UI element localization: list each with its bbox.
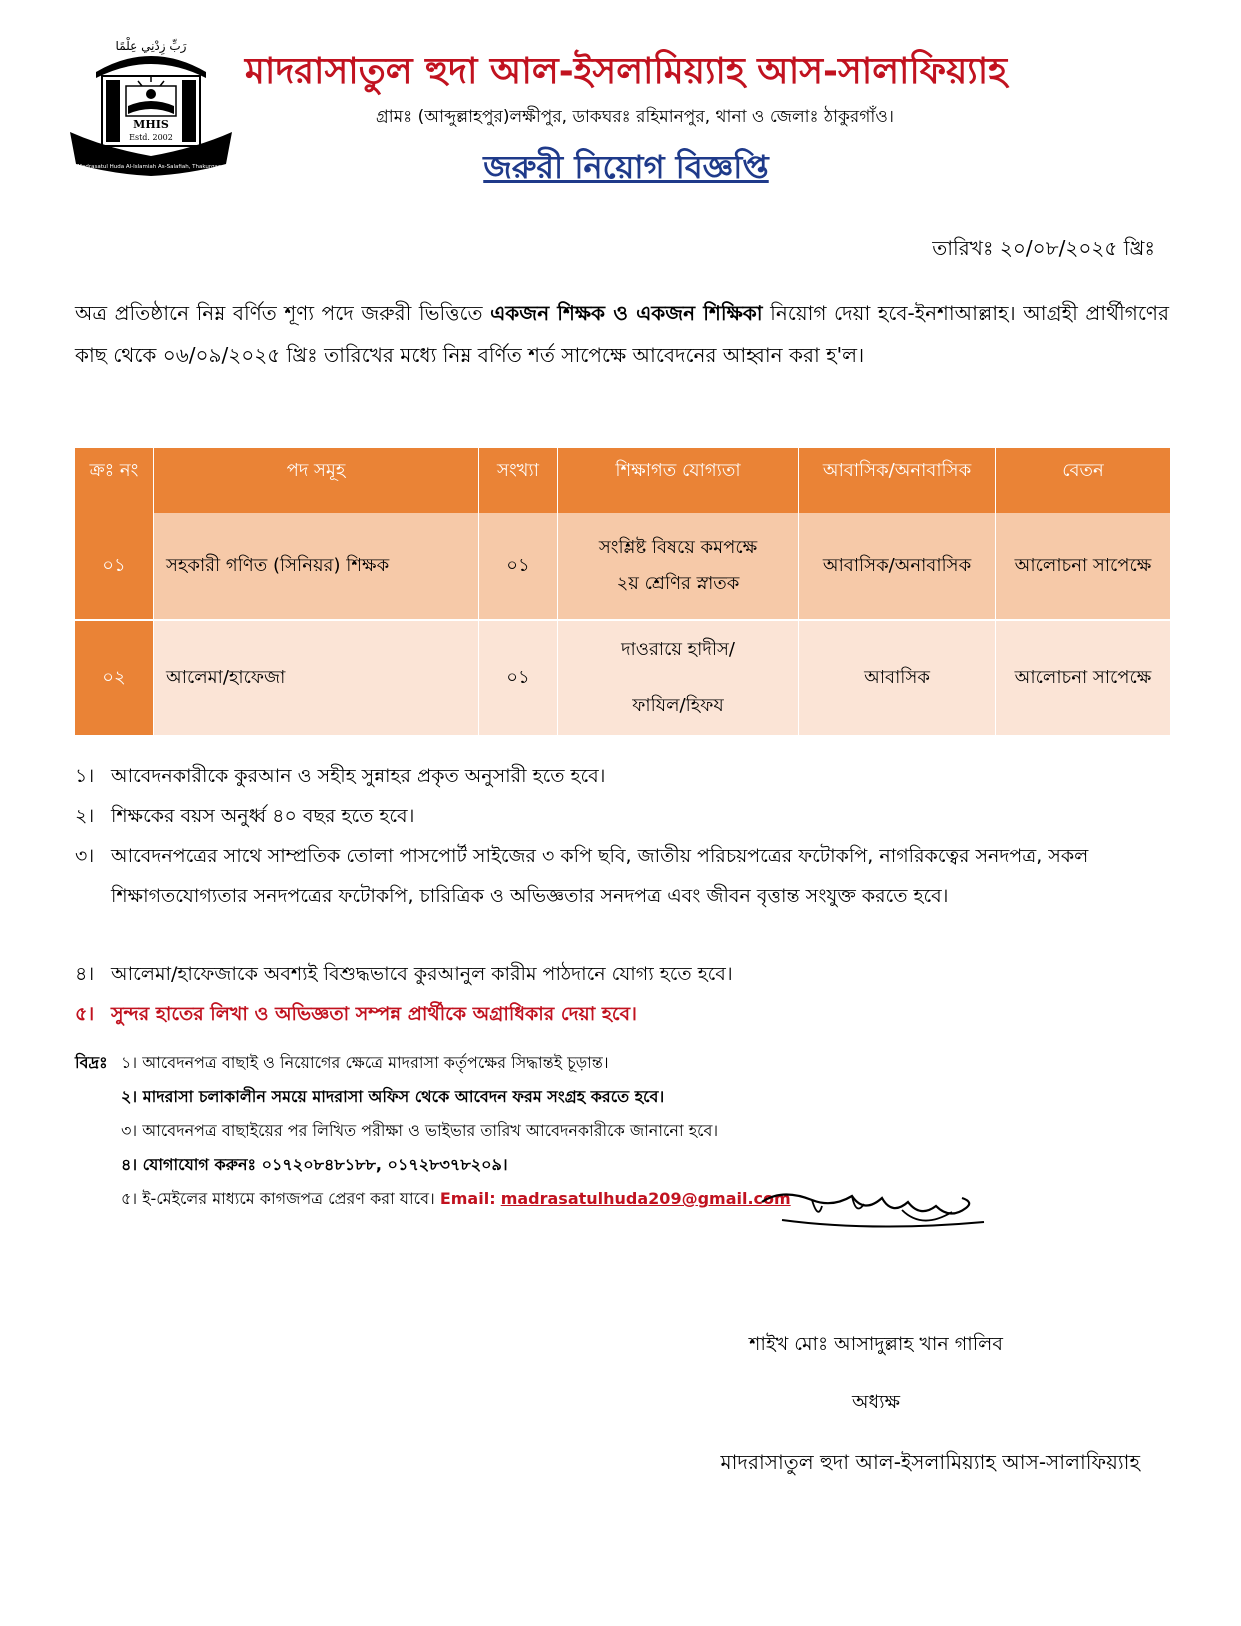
signature — [752, 1180, 992, 1250]
cell-count: ০১ — [479, 620, 558, 735]
table-row — [75, 513, 1171, 620]
note-item: ২। মাদরাসা চলাকালীন সময়ে মাদরাসা অফিস থেকে আবেদন ফরম সংগ্রহ করতে হবে। — [121, 1087, 665, 1106]
condition-text: আলেমা/হাফেজাকে অবশ্যই বিশুদ্ধভাবে কুরআনুল কারীম পাঠদানে যোগ্য হতে হবে। — [111, 963, 733, 985]
condition-number: ৩। — [75, 845, 95, 867]
email-link[interactable]: madrasatulhuda209@gmail.com — [500, 1189, 791, 1208]
table-header-row — [75, 448, 1171, 513]
condition-text: সুন্দর হাতের লিখা ও অভিজ্ঞতা সম্পন্ন প্রার্থীকে অগ্রাধিকার দেয়া হবে। — [111, 1003, 637, 1025]
logo-estd: Estd. 2002 — [129, 133, 173, 142]
note-item — [121, 1186, 1175, 1213]
condition-text: আবেদনকারীকে কুরআন ও সহীহ সুন্নাহর প্রকৃত অনুসারী হতে হবে। — [111, 765, 606, 787]
institution-logo — [66, 36, 236, 176]
note-item: ৩। আবেদনপত্র বাছাইয়ের পর লিখিত পরীক্ষা ও ভাইভার তারিখ আবেদনকারীকে জানানো হবে। — [121, 1121, 719, 1140]
qualification-line-2: ২য় শ্রেণির স্নাতক — [616, 573, 740, 594]
institution-address: গ্রামঃ (আব্দুল্লাহপুর)লক্ষীপুর, ডাকঘরঃ রহিমানপুর, থানা ও জেলাঃ ঠাকুরগাঁও। — [376, 107, 894, 127]
note-item: ৪। যোগাযোগ করুনঃ ০১৭২০৮৪৮১৮৮, ০১৭২৮৩৭৮২০৯। — [121, 1155, 508, 1174]
cell-serial: ০১ — [75, 513, 154, 620]
condition-number: ৪। — [75, 963, 95, 985]
email-label: Email: — [439, 1189, 496, 1208]
col-header-serial: ক্রঃ নং — [75, 448, 154, 513]
table-row — [75, 620, 1171, 735]
condition-number: ১। — [75, 765, 95, 787]
cell-qualification — [558, 620, 799, 735]
cell-serial: ০২ — [75, 620, 154, 735]
logo-ribbon-text: Madrasatul Huda Al-Islamiah As-Salafiah, Thakurgaon — [77, 164, 225, 170]
condition-number: ২। — [75, 805, 95, 827]
note-email-text: ৫। ই-মেইলের মাধ্যমে কাগজপত্র প্রেরণ করা যাবে। — [121, 1189, 435, 1208]
cell-post: আলেমা/হাফেজা — [154, 620, 479, 735]
qualification-line-2: ফাযিল/হিফয — [632, 695, 724, 716]
qualification-line-1: সংশ্লিষ্ট বিষয়ে কমপক্ষে — [598, 537, 758, 558]
qualification-line-1: দাওরায়ে হাদীস/ — [621, 639, 735, 660]
col-header-post: পদ সমূহ — [154, 448, 479, 513]
col-header-qualification: শিক্ষাগত যোগ্যতা — [558, 448, 799, 513]
logo-abbrev: MHIS — [133, 118, 169, 131]
col-header-count: সংখ্যা — [479, 448, 558, 513]
notes-label: বিদ্রঃ — [75, 1053, 108, 1072]
intro-paragraph — [75, 292, 1169, 376]
intro-text-1: অত্র প্রতিষ্ঠানে নিম্ন বর্ণিত শূণ্য পদে জরুরী ভিত্তিতে — [75, 301, 491, 325]
intro-text-2: নিয়োগ দেয়া হবে-ইনশাআল্লাহ। আগ্রহী প্রার্থীগণের কাছ থেকে ০৬/০৯/২০২৫ খ্রিঃ তারিখের মধ্যে নিম্ন বর্ণিত শর্ত সাপেক্ষে আবেদনের আহ্বান করা হ'ল। — [75, 301, 1169, 367]
vacancy-table — [75, 448, 1171, 735]
cell-residence: আবাসিক/অনাবাসিক — [799, 513, 996, 620]
condition-text: আবেদনপত্রের সাথে সাম্প্রতিক তোলা পাসপোর্ট সাইজের ৩ কপি ছবি, জাতীয় পরিচয়পত্রের ফটোকপি, নাগরিকত্বের সনদপত্র, সকল শিক্ষাগতযোগ্যতার সনদপত্রের ফটোকপি, চারিত্রিক ও অভিজ্ঞতার সনদপত্র এবং জীবন বৃত্তান্ত সংযুক্ত করতে হবে। — [111, 845, 1089, 907]
cell-qualification — [558, 513, 799, 620]
logo-arabic-text: رَبِّ زِدْنِي عِلْمًا — [115, 39, 187, 53]
cell-salary: আলোচনা সাপেক্ষে — [996, 513, 1171, 620]
condition-text: শিক্ষকের বয়স অনুর্ধ্ব ৪০ বছর হতে হবে। — [111, 805, 415, 827]
notice-date: তারিখঃ ২০/০৮/২০২৫ খ্রিঃ — [932, 236, 1155, 260]
signer-designation: অধ্যক্ষ — [851, 1391, 900, 1413]
institution-title: মাদরাসাতুল হুদা আল-ইসলামিয়্যাহ আস-সালাফিয়্যাহ — [244, 51, 1008, 92]
condition-number: ৫। — [75, 1003, 95, 1025]
intro-bold-text: একজন শিক্ষক ও একজন শিক্ষিকা — [490, 301, 763, 325]
note-item: ১। আবেদনপত্র বাছাই ও নিয়োগের ক্ষেত্রে মাদরাসা কর্তৃপক্ষের সিদ্ধান্তই চূড়ান্ত। — [121, 1053, 609, 1072]
cell-count: ০১ — [479, 513, 558, 620]
cell-salary: আলোচনা সাপেক্ষে — [996, 620, 1171, 735]
col-header-salary: বেতন — [996, 448, 1171, 513]
cell-residence: আবাসিক — [799, 620, 996, 735]
cell-post: সহকারী গণিত (সিনিয়র) শিক্ষক — [154, 513, 479, 620]
institution-name-footer: মাদরাসাতুল হুদা আল-ইসলামিয়্যাহ আস-সালাফিয়্যাহ — [720, 1450, 1140, 1474]
notice-title: জরুরী নিয়োগ বিজ্ঞপ্তি — [483, 148, 769, 186]
col-header-residence: আবাসিক/অনাবাসিক — [799, 448, 996, 513]
signer-name: শাইখ মোঃ আসাদুল্লাহ খান গালিব — [749, 1333, 1003, 1355]
